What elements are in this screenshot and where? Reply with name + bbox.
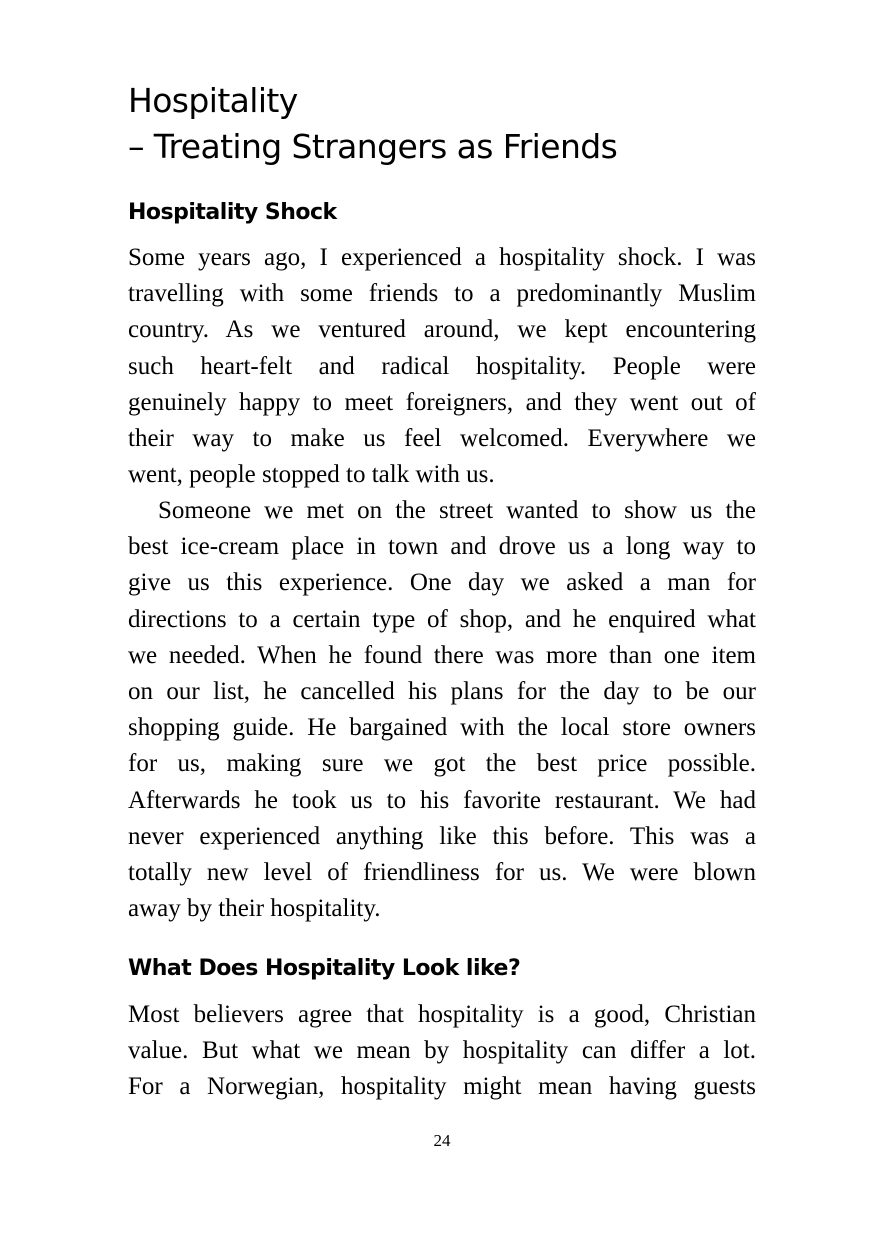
section-heading-hospitality-shock: Hospitality Shock	[128, 200, 337, 225]
paragraph-line: away by their hospitality.	[128, 895, 381, 923]
paragraph-line: such heart-felt and radical hospitality. People were	[128, 352, 756, 380]
paragraph-line: their way to make us feel welcomed. Everywhere we	[128, 424, 756, 452]
paragraph-line: genuinely happy to meet foreigners, and they went out of	[128, 388, 756, 416]
paragraph-line: give us this experience. One day we asked a man for	[128, 569, 756, 597]
paragraph-2	[128, 493, 756, 927]
paragraph-line: directions to a certain type of shop, and he enquired what	[128, 605, 756, 633]
paragraph-line: never experienced anything like this before. This was a	[128, 822, 756, 850]
page-number: 24	[433, 1131, 451, 1150]
chapter-title	[128, 78, 617, 170]
paragraph-line: Most believers agree that hospitality is a good, Christian	[128, 1001, 756, 1028]
paragraph-line: Some years ago, I experienced a hospitality shock. I was	[128, 244, 756, 271]
paragraph-1	[128, 240, 756, 493]
paragraph-line: for us, making sure we got the best price possible.	[128, 750, 756, 778]
section-heading-what-does-hospitality-look-like: What Does Hospitality Look like?	[128, 956, 521, 981]
paragraph-line: shopping guide. He bargained with the local store owners	[128, 714, 756, 742]
paragraph-line: country. As we ventured around, we kept encountering	[128, 316, 756, 344]
paragraph-line: best ice-cream place in town and drove us a long way to	[128, 533, 756, 561]
paragraph-line: travelling with some friends to a predominantly Muslim	[128, 280, 756, 308]
paragraph-line: on our list, he cancelled his plans for the day to be our	[128, 677, 756, 705]
paragraph-line: value. But what we mean by hospitality can differ a lot.	[128, 1037, 756, 1065]
paragraph-line: For a Norwegian, hospitality might mean having guests	[128, 1073, 756, 1101]
chapter-title-line-2: – Treating Strangers as Friends	[128, 127, 618, 166]
paragraph-line: we needed. When he found there was more than one item	[128, 641, 756, 669]
paragraph-line: totally new level of friendliness for us. We were blown	[128, 858, 756, 886]
paragraph-3	[128, 997, 756, 1106]
chapter-title-line-1: Hospitality	[128, 81, 298, 120]
paragraph-line: went, people stopped to talk with us.	[128, 461, 495, 489]
paragraph-line: Afterwards he took us to his favorite restaurant. We had	[128, 786, 756, 814]
paragraph-line: Someone we met on the street wanted to show us the	[158, 497, 756, 524]
